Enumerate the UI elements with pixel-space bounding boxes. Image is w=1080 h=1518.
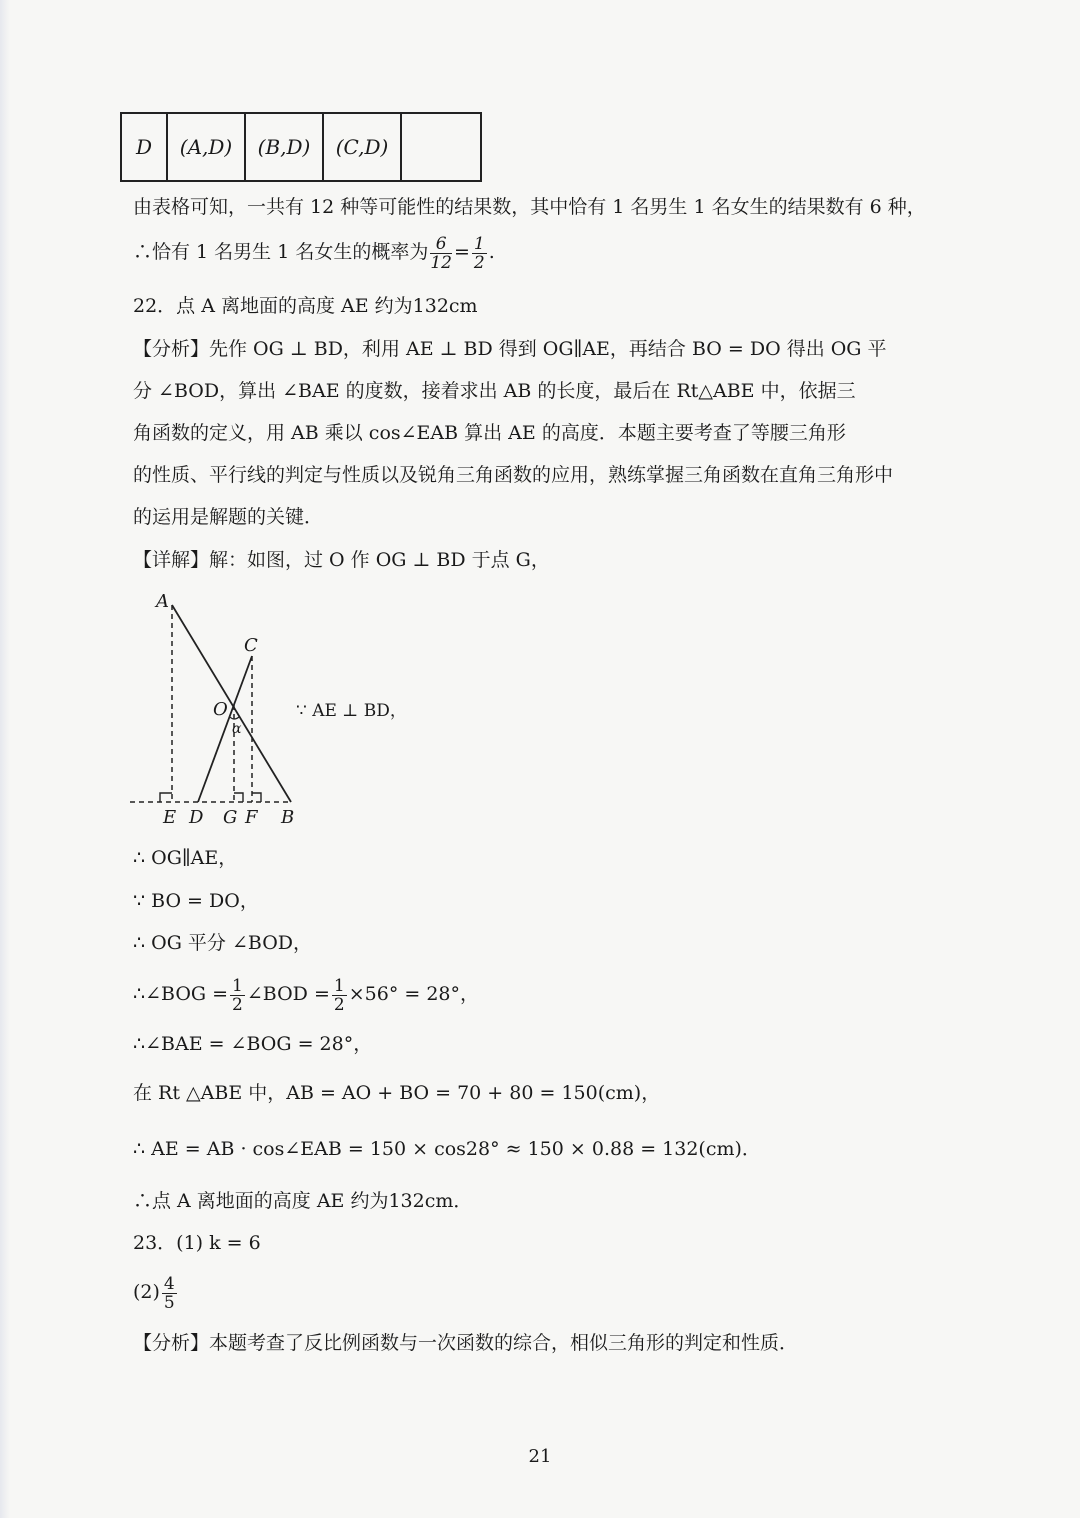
question-23-part-2 bbox=[133, 1270, 179, 1314]
label-alpha: α bbox=[232, 721, 242, 737]
label-c: C bbox=[244, 635, 258, 656]
fraction bbox=[230, 977, 245, 1014]
proof-line: 在 Rt △ABE 中，AB = AO + BO = 70 + 80 = 150(cm)， bbox=[133, 1082, 661, 1104]
text-line: 由表格可知，一共有 12 种等可能性的结果数，其中恰有 1 名男生 1 名女生的结果数有 6 种， bbox=[133, 196, 926, 218]
text-segment: ∠BOD = bbox=[246, 983, 330, 1005]
table-cell: (B,D) bbox=[245, 113, 323, 181]
text-segment: (2) bbox=[133, 1281, 160, 1303]
table-cell: (C,D) bbox=[323, 113, 401, 181]
fraction bbox=[332, 977, 347, 1014]
right-angle-mark-e bbox=[160, 793, 172, 802]
proof-line: ∴∠BAE = ∠BOG = 28°， bbox=[133, 1033, 373, 1055]
proof-line: ∵ BO = DO， bbox=[133, 890, 259, 912]
proof-line: ∴ OG∥AE， bbox=[133, 847, 238, 869]
question-23-part-1: 23．(1) k = 6 bbox=[133, 1232, 261, 1254]
solution-line: 【详解】解：如图，过 O 作 OG ⊥ BD 于点 G， bbox=[133, 549, 550, 571]
fraction bbox=[162, 1275, 177, 1312]
analysis-line: 分 ∠BOD，算出 ∠BAE 的度数，接着求出 AB 的长度，最后在 Rt△ABE 中，依据三 bbox=[133, 380, 856, 402]
denominator: 2 bbox=[333, 994, 345, 1015]
because-statement: ∵ AE ⊥ BD， bbox=[296, 701, 407, 721]
label-b: B bbox=[281, 807, 295, 828]
numerator: 4 bbox=[163, 1273, 175, 1294]
proof-line: ∴ AE = AB · cos∠EAB = 150 × cos28° ≈ 150 × 0.88 = 132(cm)． bbox=[133, 1138, 761, 1160]
numerator: 1 bbox=[473, 233, 485, 254]
segment-ab bbox=[172, 605, 291, 802]
analysis-line: 的运用是解题的关键． bbox=[133, 506, 324, 528]
segment-dc bbox=[198, 656, 252, 802]
text-segment: ∴∠BOG = bbox=[133, 983, 229, 1005]
numerator: 6 bbox=[430, 235, 452, 254]
analysis-line: 【分析】先作 OG ⊥ BD，利用 AE ⊥ BD 得到 OG∥AE，再结合 BO = DO 得出 OG 平 bbox=[133, 338, 887, 360]
numerator: 1 bbox=[232, 975, 243, 996]
page-number: 21 bbox=[528, 1446, 552, 1467]
proof-line-angle-bog bbox=[133, 970, 479, 1018]
numerator: 1 bbox=[333, 975, 345, 996]
denominator: 5 bbox=[163, 1292, 175, 1313]
analysis-line: 角函数的定义，用 AB 乘以 cos∠EAB 算出 AE 的高度．本题主要考查了等腰三角形 bbox=[133, 422, 846, 444]
right-angle-mark-g bbox=[234, 793, 243, 802]
label-e: E bbox=[163, 807, 177, 828]
proof-line: ∴ OG 平分 ∠BOD， bbox=[133, 932, 313, 954]
text-segment: . bbox=[488, 241, 495, 263]
analysis-line: 【分析】本题考查了反比例函数与一次函数的综合，相似三角形的判定和性质． bbox=[133, 1332, 799, 1354]
label-g: G bbox=[223, 807, 238, 828]
analysis-line: 的性质、平行线的判定与性质以及锐角三角函数的应用，熟练掌握三角函数在直角三角形中 bbox=[133, 464, 894, 486]
table-cell: D bbox=[121, 113, 167, 181]
text-segment: ∴恰有 1 名男生 1 名女生的概率为 bbox=[133, 241, 429, 263]
table-cell: (A,D) bbox=[167, 113, 245, 181]
right-angle-mark-f bbox=[252, 793, 261, 802]
text-segment: = bbox=[453, 241, 470, 263]
denominator: 2 bbox=[232, 994, 243, 1015]
label-o: O bbox=[213, 699, 228, 720]
label-d: D bbox=[189, 807, 204, 828]
conclusion-line: ∴点 A 离地面的高度 AE 约为132cm． bbox=[133, 1190, 473, 1212]
text-segment: ×56° = 28°， bbox=[348, 983, 479, 1005]
question-22-answer: 22．点 A 离地面的高度 AE 约为132cm bbox=[133, 295, 478, 317]
denominator: 2 bbox=[473, 252, 485, 273]
denominator: 12 bbox=[430, 252, 452, 273]
label-a: A bbox=[156, 591, 169, 612]
label-f: F bbox=[245, 807, 258, 828]
